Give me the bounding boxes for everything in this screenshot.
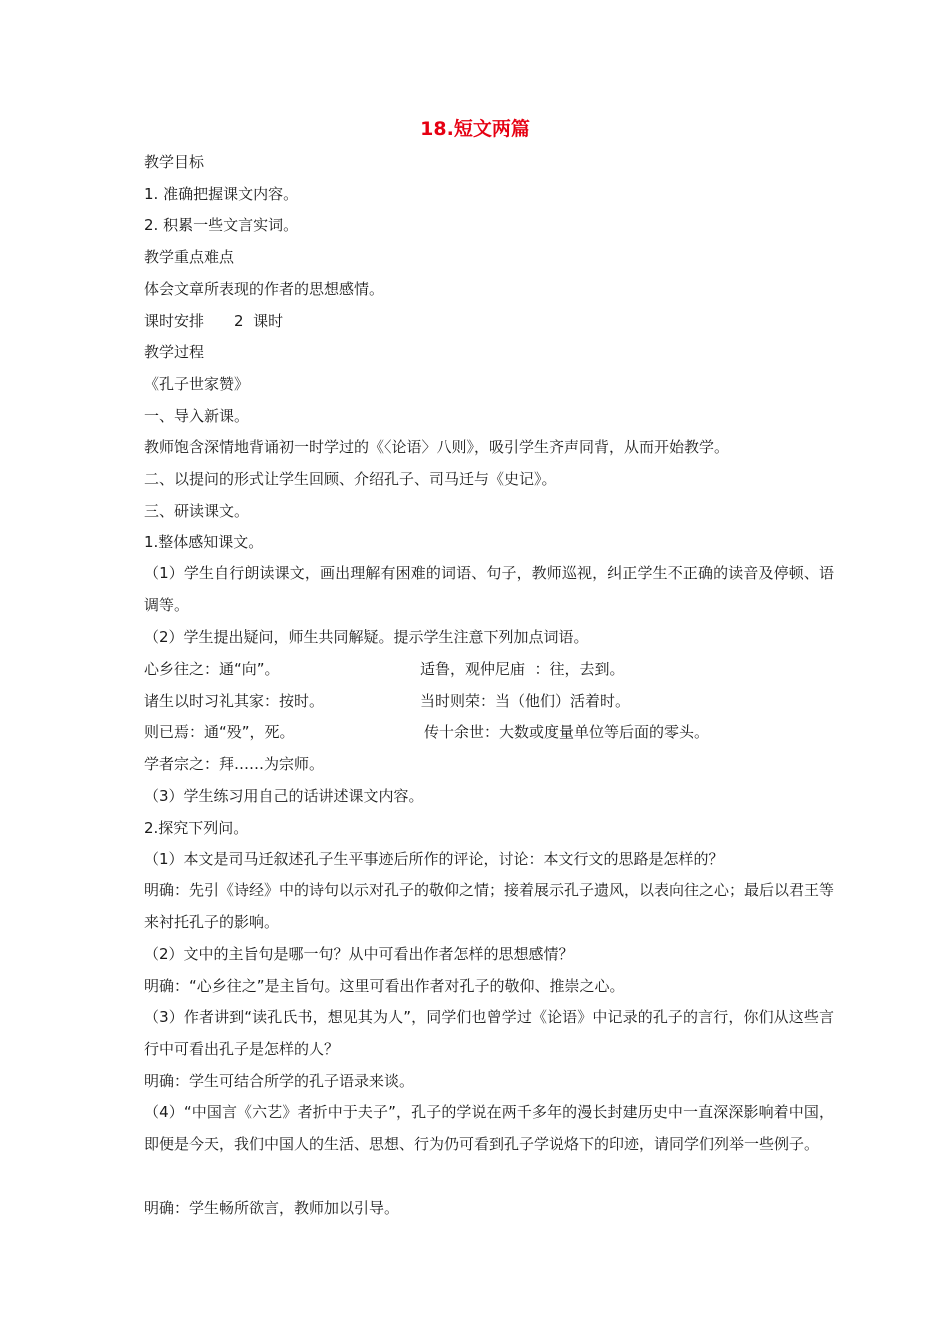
step-1-text: 教师饱含深情地背诵初一时学过的《〈论语〉八则》，吸引学生齐声同背，从而开始教学。 (144, 438, 730, 456)
vocab-item-1a: 心乡往之：通“向”。 (144, 660, 280, 678)
goal-item-1: 1. 准确把握课文内容。 (144, 185, 299, 203)
section-heading-teaching-goals: 教学目标 (144, 153, 205, 171)
question-2: （2）文中的主旨句是哪一句？从中可看出作者怎样的思想感情？ (144, 945, 574, 963)
answer-2: 明确：“心乡往之”是主旨句。这里可看出作者对孔子的敬仰、推崇之心。 (144, 977, 625, 995)
vocab-item-4a: 学者宗之：拜……为宗师。 (144, 755, 325, 773)
paragraph-retell: （3）学生练习用自己的话讲述课文内容。 (144, 787, 424, 805)
step-1-heading: 一、导入新课。 (144, 407, 250, 425)
vocab-item-3a: 则已焉：通“殁”，死。 (144, 723, 295, 741)
section-heading-key-points: 教学重点难点 (144, 248, 235, 266)
paragraph-questions: （2）学生提出疑问，师生共同解疑。提示学生注意下列加点词语。 (144, 628, 589, 646)
schedule-line: 课时安排 2 课时 (144, 312, 284, 330)
vocab-item-1b: 适鲁，观仲尼庙 ：往，去到。 (420, 660, 625, 678)
answer-3: 明确：学生可结合所学的孔子语录来谈。 (144, 1072, 415, 1090)
answer-1: 明确：先引《诗经》中的诗句以示对孔子的敬仰之情；接着展示孔子遗风，以表向往之心；最后以君王等来衬托孔子的影响。 (144, 881, 835, 931)
question-3: （3）作者讲到“读孔氏书，想见其为人”，同学们也曾学过《论语》中记录的孔子的言行，你们从这些言行中可看出孔子是怎样的人？ (144, 1008, 834, 1058)
section-heading-process: 教学过程 (144, 343, 205, 361)
paragraph-reading: （1）学生自行朗读课文，画出理解有困难的词语、句子，教师巡视，纠正学生不正确的读音及停顿、语调等。 (144, 564, 834, 614)
document-title: 18.短文两篇 (420, 118, 530, 140)
text-title: 《孔子世家赞》 (144, 375, 250, 393)
question-4: （4）“中国言《六艺》者折中于夫子”，孔子的学说在两千多年的漫长封建历史中一直深深影响着中国，即便是今天，我们中国人的生活、思想、行为仍可看到孔子学说烙下的印迹，请同学们列举一些例子。 (144, 1103, 834, 1153)
vocab-item-2a: 诸生以时习礼其家：按时。 (144, 692, 325, 710)
question-1: （1）本文是司马迁叙述孔子生平事迹后所作的评论，讨论：本文行文的思路是怎样的？ (144, 850, 724, 868)
vocab-item-2b: 当时则荣：当（他们）活着时。 (420, 692, 631, 710)
step-3-heading: 三、研读课文。 (144, 502, 250, 520)
sub-step-2-heading: 2.探究下列问。 (144, 819, 249, 837)
vocab-item-3b: 传十余世：大数或度量单位等后面的零头。 (424, 723, 710, 741)
key-points-text: 体会文章所表现的作者的思想感情。 (144, 280, 385, 298)
sub-step-1-heading: 1.整体感知课文。 (144, 533, 264, 551)
answer-4: 明确：学生畅所欲言，教师加以引导。 (144, 1199, 400, 1217)
goal-item-2: 2. 积累一些文言实词。 (144, 216, 299, 234)
step-2-heading: 二、以提问的形式让学生回顾、介绍孔子、司马迁与《史记》。 (144, 470, 557, 488)
